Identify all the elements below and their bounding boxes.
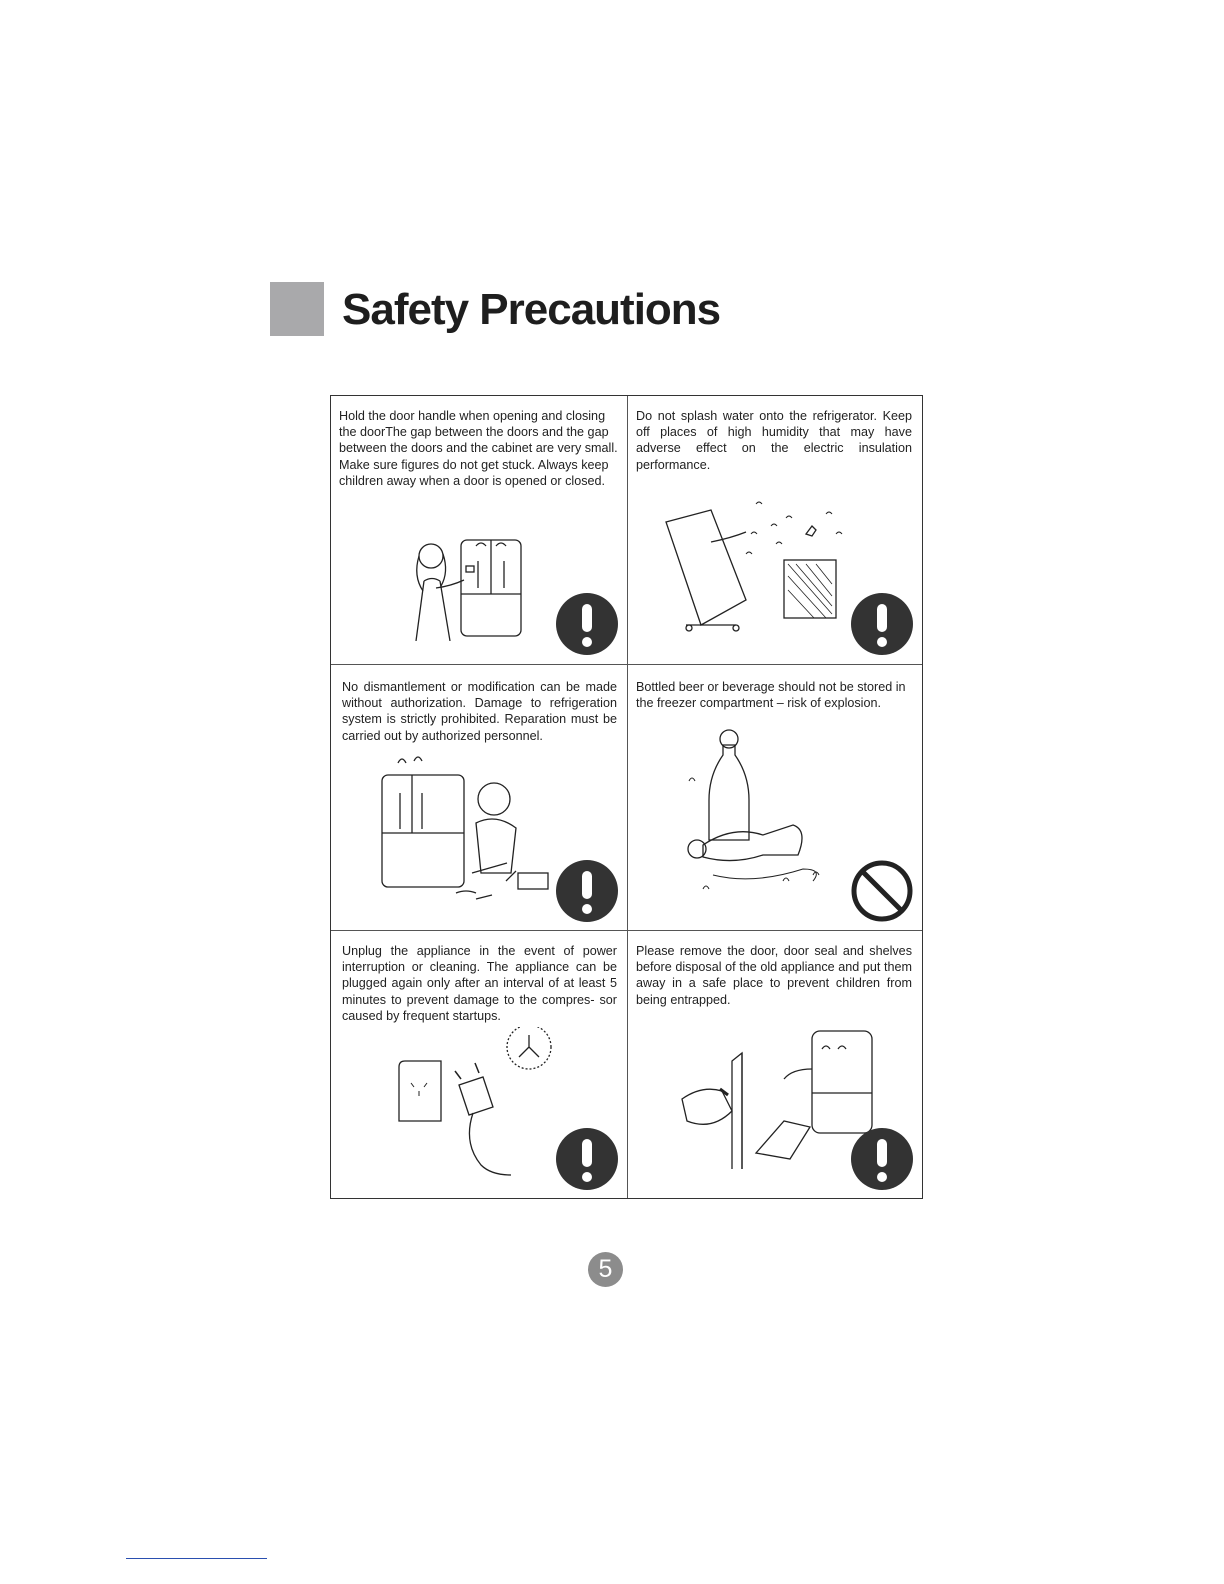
prohibited-icon bbox=[850, 859, 914, 923]
page-number-badge: 5 bbox=[588, 1252, 623, 1287]
broken-bottles-illustration bbox=[683, 725, 863, 905]
precaution-text: Hold the door handle when opening and closing the doorThe gap between the doors and the gap between the doors and the cabinet are very small. Make sure figures do not get stuck. Always keep children away when a door is opened or closed. bbox=[339, 409, 618, 488]
page-title: Safety Precautions bbox=[342, 285, 721, 334]
mandatory-icon bbox=[850, 1127, 914, 1191]
precaution-cell-bottles bbox=[628, 665, 922, 930]
mandatory-icon bbox=[555, 859, 619, 923]
precaution-cell-door-handle bbox=[331, 396, 627, 664]
precaution-text: No dismantlement or modification can be made without authorization. Damage to refrigeration system is strictly prohibited. Reparation must be carried out by authorized personnel. bbox=[342, 680, 617, 743]
mandatory-icon bbox=[555, 1127, 619, 1191]
precaution-text: Please remove the door, door seal and shelves before disposal of the old appliance and put them away in a safe place to prevent children from being entrapped. bbox=[636, 944, 912, 1007]
fridge-child-illustration bbox=[406, 526, 546, 641]
precaution-cell-disposal bbox=[628, 931, 922, 1198]
mandatory-icon bbox=[555, 592, 619, 656]
child-fridge-tools-illustration bbox=[376, 753, 556, 903]
precaution-text: Do not splash water onto the refrigerator. Keep off places of high humidity that may have adverse effect on the electric insulation performance. bbox=[636, 409, 912, 472]
precaution-text: Unplug the appliance in the event of power interruption or cleaning. The appliance can be plugged again only after an interval of at least 5 minutes to prevent damage to the compres- sor caused by frequent startups. bbox=[342, 944, 617, 1023]
precaution-cell-dismantlement bbox=[331, 665, 627, 930]
plug-socket-clock-illustration bbox=[389, 1027, 569, 1177]
precaution-cell-unplug bbox=[331, 931, 627, 1198]
precautions-grid bbox=[330, 395, 923, 1199]
precaution-cell-water bbox=[628, 396, 922, 664]
title-marker-block bbox=[270, 282, 324, 336]
footer-rule bbox=[126, 1558, 267, 1559]
mandatory-icon bbox=[850, 592, 914, 656]
water-splash-illustration bbox=[656, 494, 856, 644]
precaution-text: Bottled beer or beverage should not be stored in the freezer compartment – risk of explosion. bbox=[636, 680, 906, 711]
